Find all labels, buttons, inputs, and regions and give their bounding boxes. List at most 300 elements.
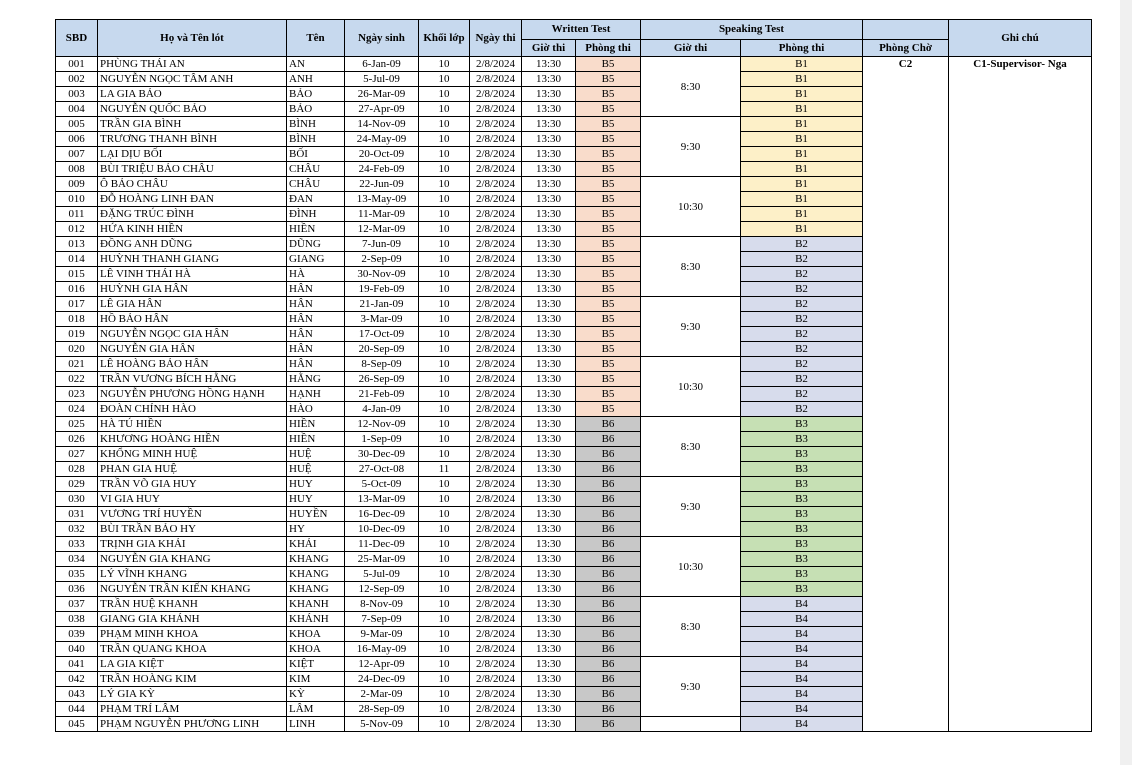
cell-ten[interactable]: KIM	[287, 672, 345, 687]
cell-speaking-phong-thi[interactable]: B3	[741, 522, 863, 537]
cell-sbd[interactable]: 003	[56, 87, 98, 102]
cell-speaking-gio-thi[interactable]: 10:30	[641, 357, 741, 417]
cell-ngay-sinh[interactable]: 19-Feb-09	[345, 282, 419, 297]
cell-sbd[interactable]: 034	[56, 552, 98, 567]
cell-sbd[interactable]: 012	[56, 222, 98, 237]
cell-ngay-sinh[interactable]: 13-Mar-09	[345, 492, 419, 507]
cell-sbd[interactable]: 027	[56, 447, 98, 462]
cell-ho-ten-lot[interactable]: PHẠM TRÍ LÂM	[98, 702, 287, 717]
cell-written-phong-thi[interactable]: B5	[576, 342, 641, 357]
cell-ngay-thi[interactable]: 2/8/2024	[470, 597, 522, 612]
cell-ten[interactable]: LINH	[287, 717, 345, 732]
cell-written-phong-thi[interactable]: B5	[576, 387, 641, 402]
cell-ho-ten-lot[interactable]: ĐOÀN CHÍNH HÀO	[98, 402, 287, 417]
cell-ngay-sinh[interactable]: 27-Apr-09	[345, 102, 419, 117]
cell-sbd[interactable]: 019	[56, 327, 98, 342]
cell-khoi-lop[interactable]: 10	[419, 432, 470, 447]
cell-sbd[interactable]: 015	[56, 267, 98, 282]
cell-khoi-lop[interactable]: 10	[419, 102, 470, 117]
cell-ho-ten-lot[interactable]: TRẦN HOÀNG KIM	[98, 672, 287, 687]
cell-written-gio-thi[interactable]: 13:30	[522, 627, 576, 642]
cell-ten[interactable]: KHANH	[287, 597, 345, 612]
cell-speaking-phong-thi[interactable]: B4	[741, 642, 863, 657]
cell-speaking-phong-thi[interactable]: B4	[741, 597, 863, 612]
cell-ngay-sinh[interactable]: 7-Jun-09	[345, 237, 419, 252]
cell-ten[interactable]: HẠNH	[287, 387, 345, 402]
cell-written-phong-thi[interactable]: B6	[576, 642, 641, 657]
cell-speaking-phong-thi[interactable]: B1	[741, 132, 863, 147]
cell-ngay-thi[interactable]: 2/8/2024	[470, 687, 522, 702]
cell-sbd[interactable]: 007	[56, 147, 98, 162]
cell-written-gio-thi[interactable]: 13:30	[522, 297, 576, 312]
cell-speaking-phong-thi[interactable]: B4	[741, 702, 863, 717]
cell-written-phong-thi[interactable]: B6	[576, 627, 641, 642]
cell-written-gio-thi[interactable]: 13:30	[522, 72, 576, 87]
cell-written-gio-thi[interactable]: 13:30	[522, 357, 576, 372]
cell-written-gio-thi[interactable]: 13:30	[522, 522, 576, 537]
cell-ngay-sinh[interactable]: 11-Mar-09	[345, 207, 419, 222]
cell-written-phong-thi[interactable]: B6	[576, 717, 641, 732]
header-speaking-phong-thi[interactable]: Phòng thi	[741, 40, 863, 57]
cell-sbd[interactable]: 013	[56, 237, 98, 252]
cell-written-gio-thi[interactable]: 13:30	[522, 177, 576, 192]
cell-khoi-lop[interactable]: 10	[419, 402, 470, 417]
cell-ho-ten-lot[interactable]: PHAN GIA HUỆ	[98, 462, 287, 477]
cell-speaking-gio-thi[interactable]: 10:30	[641, 537, 741, 597]
cell-ngay-thi[interactable]: 2/8/2024	[470, 552, 522, 567]
cell-ten[interactable]: HIỀN	[287, 417, 345, 432]
cell-ngay-thi[interactable]: 2/8/2024	[470, 402, 522, 417]
cell-ten[interactable]: HÂN	[287, 357, 345, 372]
cell-speaking-phong-thi[interactable]: B3	[741, 432, 863, 447]
cell-ngay-sinh[interactable]: 30-Nov-09	[345, 267, 419, 282]
cell-sbd[interactable]: 035	[56, 567, 98, 582]
cell-khoi-lop[interactable]: 10	[419, 207, 470, 222]
cell-ngay-thi[interactable]: 2/8/2024	[470, 342, 522, 357]
cell-written-gio-thi[interactable]: 13:30	[522, 57, 576, 72]
cell-ghi-chu[interactable]: C1-Supervisor- Nga	[949, 57, 1092, 732]
cell-ten[interactable]: AN	[287, 57, 345, 72]
cell-ngay-thi[interactable]: 2/8/2024	[470, 522, 522, 537]
cell-ngay-sinh[interactable]: 14-Nov-09	[345, 117, 419, 132]
cell-written-phong-thi[interactable]: B5	[576, 282, 641, 297]
cell-ten[interactable]: HUYỀN	[287, 507, 345, 522]
cell-ngay-sinh[interactable]: 16-Dec-09	[345, 507, 419, 522]
cell-written-gio-thi[interactable]: 13:30	[522, 327, 576, 342]
cell-written-phong-thi[interactable]: B6	[576, 477, 641, 492]
cell-ten[interactable]: KỲ	[287, 687, 345, 702]
cell-khoi-lop[interactable]: 10	[419, 87, 470, 102]
cell-written-phong-thi[interactable]: B5	[576, 402, 641, 417]
cell-sbd[interactable]: 030	[56, 492, 98, 507]
cell-sbd[interactable]: 040	[56, 642, 98, 657]
cell-written-gio-thi[interactable]: 13:30	[522, 462, 576, 477]
cell-sbd[interactable]: 006	[56, 132, 98, 147]
cell-ngay-sinh[interactable]: 24-Dec-09	[345, 672, 419, 687]
cell-sbd[interactable]: 042	[56, 672, 98, 687]
cell-ten[interactable]: CHÂU	[287, 177, 345, 192]
cell-speaking-phong-thi[interactable]: B2	[741, 267, 863, 282]
cell-ho-ten-lot[interactable]: TRẦN QUANG KHOA	[98, 642, 287, 657]
cell-written-gio-thi[interactable]: 13:30	[522, 387, 576, 402]
cell-ten[interactable]: HẰNG	[287, 372, 345, 387]
cell-ho-ten-lot[interactable]: ĐỖ HOÀNG LINH ĐAN	[98, 192, 287, 207]
cell-ngay-sinh[interactable]: 26-Mar-09	[345, 87, 419, 102]
cell-speaking-phong-thi[interactable]: B2	[741, 372, 863, 387]
cell-sbd[interactable]: 038	[56, 612, 98, 627]
cell-ngay-sinh[interactable]: 3-Mar-09	[345, 312, 419, 327]
cell-written-phong-thi[interactable]: B5	[576, 87, 641, 102]
cell-khoi-lop[interactable]: 10	[419, 177, 470, 192]
cell-ngay-sinh[interactable]: 13-May-09	[345, 192, 419, 207]
cell-ho-ten-lot[interactable]: TRẦN GIA BÌNH	[98, 117, 287, 132]
cell-ngay-sinh[interactable]: 25-Mar-09	[345, 552, 419, 567]
cell-ho-ten-lot[interactable]: LA GIA KIỆT	[98, 657, 287, 672]
cell-speaking-gio-thi[interactable]: 8:30	[641, 57, 741, 117]
cell-written-gio-thi[interactable]: 13:30	[522, 372, 576, 387]
cell-ten[interactable]: BÌNH	[287, 132, 345, 147]
cell-khoi-lop[interactable]: 10	[419, 522, 470, 537]
cell-ten[interactable]: HIỀN	[287, 432, 345, 447]
cell-written-gio-thi[interactable]: 13:30	[522, 687, 576, 702]
cell-ten[interactable]: DŨNG	[287, 237, 345, 252]
cell-ho-ten-lot[interactable]: LẠI DỊU BỐI	[98, 147, 287, 162]
cell-ngay-sinh[interactable]: 17-Oct-09	[345, 327, 419, 342]
cell-khoi-lop[interactable]: 10	[419, 132, 470, 147]
cell-ngay-thi[interactable]: 2/8/2024	[470, 282, 522, 297]
cell-written-gio-thi[interactable]: 13:30	[522, 252, 576, 267]
cell-ten[interactable]: KHẢI	[287, 537, 345, 552]
cell-ngay-sinh[interactable]: 27-Oct-08	[345, 462, 419, 477]
cell-ho-ten-lot[interactable]: KHỔNG MINH HUỆ	[98, 447, 287, 462]
cell-ten[interactable]: HUY	[287, 477, 345, 492]
cell-written-gio-thi[interactable]: 13:30	[522, 582, 576, 597]
header-written-test[interactable]: Written Test	[522, 20, 641, 40]
cell-khoi-lop[interactable]: 10	[419, 327, 470, 342]
cell-ngay-thi[interactable]: 2/8/2024	[470, 357, 522, 372]
cell-written-gio-thi[interactable]: 13:30	[522, 702, 576, 717]
cell-written-phong-thi[interactable]: B5	[576, 297, 641, 312]
header-blank[interactable]	[863, 20, 949, 40]
cell-ngay-sinh[interactable]: 20-Oct-09	[345, 147, 419, 162]
cell-ho-ten-lot[interactable]: GIANG GIA KHÁNH	[98, 612, 287, 627]
cell-written-phong-thi[interactable]: B5	[576, 252, 641, 267]
cell-written-phong-thi[interactable]: B6	[576, 687, 641, 702]
cell-written-gio-thi[interactable]: 13:30	[522, 432, 576, 447]
cell-speaking-phong-thi[interactable]: B4	[741, 612, 863, 627]
header-khoi-lop[interactable]: Khối lớp	[419, 20, 470, 57]
cell-ngay-thi[interactable]: 2/8/2024	[470, 222, 522, 237]
cell-ngay-sinh[interactable]: 5-Jul-09	[345, 72, 419, 87]
cell-ngay-sinh[interactable]: 12-Nov-09	[345, 417, 419, 432]
cell-speaking-phong-thi[interactable]: B3	[741, 462, 863, 477]
cell-ngay-sinh[interactable]: 8-Sep-09	[345, 357, 419, 372]
cell-speaking-phong-thi[interactable]: B1	[741, 177, 863, 192]
cell-sbd[interactable]: 031	[56, 507, 98, 522]
cell-sbd[interactable]: 004	[56, 102, 98, 117]
cell-written-phong-thi[interactable]: B5	[576, 117, 641, 132]
cell-khoi-lop[interactable]: 10	[419, 642, 470, 657]
cell-sbd[interactable]: 029	[56, 477, 98, 492]
cell-written-phong-thi[interactable]: B5	[576, 372, 641, 387]
cell-ten[interactable]: CHÂU	[287, 162, 345, 177]
cell-ngay-thi[interactable]: 2/8/2024	[470, 567, 522, 582]
cell-ho-ten-lot[interactable]: Ô BẢO CHÂU	[98, 177, 287, 192]
cell-ngay-thi[interactable]: 2/8/2024	[470, 387, 522, 402]
cell-khoi-lop[interactable]: 10	[419, 222, 470, 237]
cell-ten[interactable]: HÂN	[287, 327, 345, 342]
cell-written-phong-thi[interactable]: B6	[576, 567, 641, 582]
cell-ngay-sinh[interactable]: 12-Mar-09	[345, 222, 419, 237]
cell-written-gio-thi[interactable]: 13:30	[522, 552, 576, 567]
cell-ngay-sinh[interactable]: 5-Nov-09	[345, 717, 419, 732]
cell-written-phong-thi[interactable]: B5	[576, 72, 641, 87]
cell-sbd[interactable]: 022	[56, 372, 98, 387]
cell-ten[interactable]: KIỆT	[287, 657, 345, 672]
cell-ngay-thi[interactable]: 2/8/2024	[470, 462, 522, 477]
cell-khoi-lop[interactable]: 10	[419, 267, 470, 282]
cell-ngay-sinh[interactable]: 12-Apr-09	[345, 657, 419, 672]
cell-ten[interactable]: BỐI	[287, 147, 345, 162]
cell-speaking-phong-thi[interactable]: B3	[741, 567, 863, 582]
cell-ho-ten-lot[interactable]: HỒ BẢO HÂN	[98, 312, 287, 327]
cell-speaking-phong-thi[interactable]: B3	[741, 417, 863, 432]
cell-written-phong-thi[interactable]: B5	[576, 57, 641, 72]
cell-written-phong-thi[interactable]: B5	[576, 222, 641, 237]
cell-speaking-phong-thi[interactable]: B4	[741, 687, 863, 702]
cell-ten[interactable]: ĐÌNH	[287, 207, 345, 222]
cell-ho-ten-lot[interactable]: HUỲNH GIA HÂN	[98, 282, 287, 297]
cell-ten[interactable]: BẢO	[287, 87, 345, 102]
cell-written-gio-thi[interactable]: 13:30	[522, 87, 576, 102]
cell-written-phong-thi[interactable]: B6	[576, 582, 641, 597]
cell-written-gio-thi[interactable]: 13:30	[522, 717, 576, 732]
cell-ho-ten-lot[interactable]: NGUYỄN GIA KHANG	[98, 552, 287, 567]
cell-ngay-thi[interactable]: 2/8/2024	[470, 192, 522, 207]
cell-khoi-lop[interactable]: 10	[419, 492, 470, 507]
cell-ngay-thi[interactable]: 2/8/2024	[470, 672, 522, 687]
cell-ten[interactable]: KHOA	[287, 642, 345, 657]
cell-ngay-sinh[interactable]: 30-Dec-09	[345, 447, 419, 462]
cell-written-gio-thi[interactable]: 13:30	[522, 642, 576, 657]
cell-speaking-phong-thi[interactable]: B1	[741, 117, 863, 132]
cell-sbd[interactable]: 010	[56, 192, 98, 207]
cell-khoi-lop[interactable]: 10	[419, 387, 470, 402]
cell-speaking-gio-thi[interactable]: 9:30	[641, 477, 741, 537]
cell-ten[interactable]: ANH	[287, 72, 345, 87]
cell-written-gio-thi[interactable]: 13:30	[522, 132, 576, 147]
cell-ngay-sinh[interactable]: 24-Feb-09	[345, 162, 419, 177]
cell-ho-ten-lot[interactable]: BÙI TRIỆU BẢO CHÂU	[98, 162, 287, 177]
cell-sbd[interactable]: 033	[56, 537, 98, 552]
cell-written-phong-thi[interactable]: B5	[576, 312, 641, 327]
cell-speaking-phong-thi[interactable]: B3	[741, 492, 863, 507]
cell-speaking-phong-thi[interactable]: B2	[741, 327, 863, 342]
cell-speaking-gio-thi[interactable]: 9:30	[641, 657, 741, 717]
cell-ho-ten-lot[interactable]: NGUYỄN TRẦN KIẾN KHANG	[98, 582, 287, 597]
cell-ten[interactable]: HY	[287, 522, 345, 537]
cell-written-gio-thi[interactable]: 13:30	[522, 147, 576, 162]
cell-ngay-sinh[interactable]: 26-Sep-09	[345, 372, 419, 387]
cell-ho-ten-lot[interactable]: ĐỒNG ANH DŨNG	[98, 237, 287, 252]
cell-ngay-thi[interactable]: 2/8/2024	[470, 582, 522, 597]
cell-khoi-lop[interactable]: 10	[419, 717, 470, 732]
cell-ho-ten-lot[interactable]: PHẠM NGUYỄN PHƯƠNG LINH	[98, 717, 287, 732]
cell-khoi-lop[interactable]: 10	[419, 282, 470, 297]
cell-ten[interactable]: KHANG	[287, 582, 345, 597]
cell-sbd[interactable]: 024	[56, 402, 98, 417]
cell-sbd[interactable]: 025	[56, 417, 98, 432]
cell-sbd[interactable]: 028	[56, 462, 98, 477]
cell-ten[interactable]: LÂM	[287, 702, 345, 717]
cell-speaking-phong-thi[interactable]: B2	[741, 312, 863, 327]
cell-ngay-thi[interactable]: 2/8/2024	[470, 297, 522, 312]
cell-speaking-phong-thi[interactable]: B1	[741, 102, 863, 117]
cell-written-gio-thi[interactable]: 13:30	[522, 417, 576, 432]
cell-ngay-thi[interactable]: 2/8/2024	[470, 117, 522, 132]
cell-ngay-sinh[interactable]: 8-Nov-09	[345, 597, 419, 612]
cell-sbd[interactable]: 044	[56, 702, 98, 717]
cell-written-phong-thi[interactable]: B6	[576, 447, 641, 462]
cell-sbd[interactable]: 009	[56, 177, 98, 192]
cell-ho-ten-lot[interactable]: PHÙNG THÁI AN	[98, 57, 287, 72]
cell-ngay-thi[interactable]: 2/8/2024	[470, 717, 522, 732]
cell-sbd[interactable]: 018	[56, 312, 98, 327]
cell-ho-ten-lot[interactable]: BÙI TRẦN BẢO HY	[98, 522, 287, 537]
cell-ho-ten-lot[interactable]: PHẠM MINH KHOA	[98, 627, 287, 642]
cell-ngay-sinh[interactable]: 5-Jul-09	[345, 567, 419, 582]
cell-ngay-sinh[interactable]: 9-Mar-09	[345, 627, 419, 642]
cell-ngay-sinh[interactable]: 24-May-09	[345, 132, 419, 147]
cell-ngay-sinh[interactable]: 11-Dec-09	[345, 537, 419, 552]
cell-written-gio-thi[interactable]: 13:30	[522, 192, 576, 207]
cell-speaking-gio-thi[interactable]: 8:30	[641, 597, 741, 657]
cell-written-gio-thi[interactable]: 13:30	[522, 282, 576, 297]
cell-ngay-thi[interactable]: 2/8/2024	[470, 657, 522, 672]
cell-written-phong-thi[interactable]: B5	[576, 102, 641, 117]
header-written-phong-thi[interactable]: Phòng thi	[576, 40, 641, 57]
cell-ho-ten-lot[interactable]: KHƯƠNG HOÀNG HIỀN	[98, 432, 287, 447]
cell-ngay-sinh[interactable]: 16-May-09	[345, 642, 419, 657]
cell-ngay-thi[interactable]: 2/8/2024	[470, 417, 522, 432]
cell-ngay-thi[interactable]: 2/8/2024	[470, 492, 522, 507]
cell-ngay-thi[interactable]: 2/8/2024	[470, 267, 522, 282]
cell-khoi-lop[interactable]: 10	[419, 672, 470, 687]
cell-ten[interactable]: HUỆ	[287, 462, 345, 477]
header-speaking-gio-thi[interactable]: Giờ thi	[641, 40, 741, 57]
cell-ho-ten-lot[interactable]: TRẦN HUỆ KHANH	[98, 597, 287, 612]
cell-sbd[interactable]: 041	[56, 657, 98, 672]
cell-written-phong-thi[interactable]: B6	[576, 522, 641, 537]
cell-speaking-gio-thi[interactable]	[641, 717, 741, 732]
cell-written-gio-thi[interactable]: 13:30	[522, 447, 576, 462]
cell-ngay-thi[interactable]: 2/8/2024	[470, 372, 522, 387]
cell-sbd[interactable]: 005	[56, 117, 98, 132]
cell-ho-ten-lot[interactable]: HÀ TÚ HIỀN	[98, 417, 287, 432]
cell-speaking-phong-thi[interactable]: B1	[741, 192, 863, 207]
cell-written-gio-thi[interactable]: 13:30	[522, 567, 576, 582]
cell-sbd[interactable]: 036	[56, 582, 98, 597]
cell-written-gio-thi[interactable]: 13:30	[522, 672, 576, 687]
cell-ten[interactable]: BẢO	[287, 102, 345, 117]
cell-written-phong-thi[interactable]: B6	[576, 417, 641, 432]
cell-ngay-sinh[interactable]: 4-Jan-09	[345, 402, 419, 417]
cell-ho-ten-lot[interactable]: TRỊNH GIA KHẢI	[98, 537, 287, 552]
cell-ho-ten-lot[interactable]: LA GIA BẢO	[98, 87, 287, 102]
cell-written-phong-thi[interactable]: B6	[576, 537, 641, 552]
cell-speaking-phong-thi[interactable]: B1	[741, 87, 863, 102]
cell-khoi-lop[interactable]: 10	[419, 117, 470, 132]
cell-ho-ten-lot[interactable]: LÝ VĨNH KHANG	[98, 567, 287, 582]
cell-sbd[interactable]: 001	[56, 57, 98, 72]
cell-ten[interactable]: HÂN	[287, 297, 345, 312]
cell-sbd[interactable]: 026	[56, 432, 98, 447]
cell-sbd[interactable]: 011	[56, 207, 98, 222]
cell-written-phong-thi[interactable]: B6	[576, 702, 641, 717]
cell-written-gio-thi[interactable]: 13:30	[522, 492, 576, 507]
cell-sbd[interactable]: 045	[56, 717, 98, 732]
cell-ngay-sinh[interactable]: 5-Oct-09	[345, 477, 419, 492]
cell-ten[interactable]: GIANG	[287, 252, 345, 267]
cell-speaking-phong-thi[interactable]: B3	[741, 582, 863, 597]
cell-ten[interactable]: HÀO	[287, 402, 345, 417]
cell-ho-ten-lot[interactable]: NGUYỄN NGỌC TÂM ANH	[98, 72, 287, 87]
cell-written-gio-thi[interactable]: 13:30	[522, 612, 576, 627]
cell-speaking-phong-thi[interactable]: B4	[741, 672, 863, 687]
cell-ho-ten-lot[interactable]: LÊ VINH THÁI HÀ	[98, 267, 287, 282]
cell-speaking-phong-thi[interactable]: B2	[741, 387, 863, 402]
cell-ngay-thi[interactable]: 2/8/2024	[470, 537, 522, 552]
cell-ten[interactable]: HUỆ	[287, 447, 345, 462]
cell-ho-ten-lot[interactable]: NGUYỄN NGỌC GIA HÂN	[98, 327, 287, 342]
cell-speaking-phong-thi[interactable]: B2	[741, 297, 863, 312]
cell-khoi-lop[interactable]: 10	[419, 72, 470, 87]
cell-written-phong-thi[interactable]: B6	[576, 492, 641, 507]
cell-written-gio-thi[interactable]: 13:30	[522, 222, 576, 237]
cell-sbd[interactable]: 017	[56, 297, 98, 312]
cell-ngay-thi[interactable]: 2/8/2024	[470, 177, 522, 192]
cell-written-phong-thi[interactable]: B5	[576, 357, 641, 372]
cell-ngay-sinh[interactable]: 10-Dec-09	[345, 522, 419, 537]
header-sbd[interactable]: SBD	[56, 20, 98, 57]
cell-ngay-sinh[interactable]: 22-Jun-09	[345, 177, 419, 192]
cell-speaking-phong-thi[interactable]: B3	[741, 537, 863, 552]
cell-written-phong-thi[interactable]: B6	[576, 657, 641, 672]
cell-sbd[interactable]: 014	[56, 252, 98, 267]
cell-ngay-sinh[interactable]: 12-Sep-09	[345, 582, 419, 597]
cell-khoi-lop[interactable]: 10	[419, 447, 470, 462]
cell-ngay-thi[interactable]: 2/8/2024	[470, 72, 522, 87]
cell-sbd[interactable]: 021	[56, 357, 98, 372]
cell-ngay-sinh[interactable]: 2-Sep-09	[345, 252, 419, 267]
cell-ngay-thi[interactable]: 2/8/2024	[470, 102, 522, 117]
cell-ngay-thi[interactable]: 2/8/2024	[470, 702, 522, 717]
cell-khoi-lop[interactable]: 10	[419, 582, 470, 597]
cell-written-gio-thi[interactable]: 13:30	[522, 597, 576, 612]
cell-ngay-thi[interactable]: 2/8/2024	[470, 642, 522, 657]
cell-ten[interactable]: HÂN	[287, 282, 345, 297]
cell-written-phong-thi[interactable]: B5	[576, 132, 641, 147]
cell-ngay-sinh[interactable]: 21-Feb-09	[345, 387, 419, 402]
cell-sbd[interactable]: 037	[56, 597, 98, 612]
cell-ngay-thi[interactable]: 2/8/2024	[470, 132, 522, 147]
cell-speaking-phong-thi[interactable]: B2	[741, 252, 863, 267]
cell-ho-ten-lot[interactable]: NGUYỄN QUỐC BẢO	[98, 102, 287, 117]
cell-written-gio-thi[interactable]: 13:30	[522, 537, 576, 552]
cell-ngay-thi[interactable]: 2/8/2024	[470, 162, 522, 177]
cell-speaking-phong-thi[interactable]: B3	[741, 477, 863, 492]
cell-ho-ten-lot[interactable]: LÊ GIA HÂN	[98, 297, 287, 312]
